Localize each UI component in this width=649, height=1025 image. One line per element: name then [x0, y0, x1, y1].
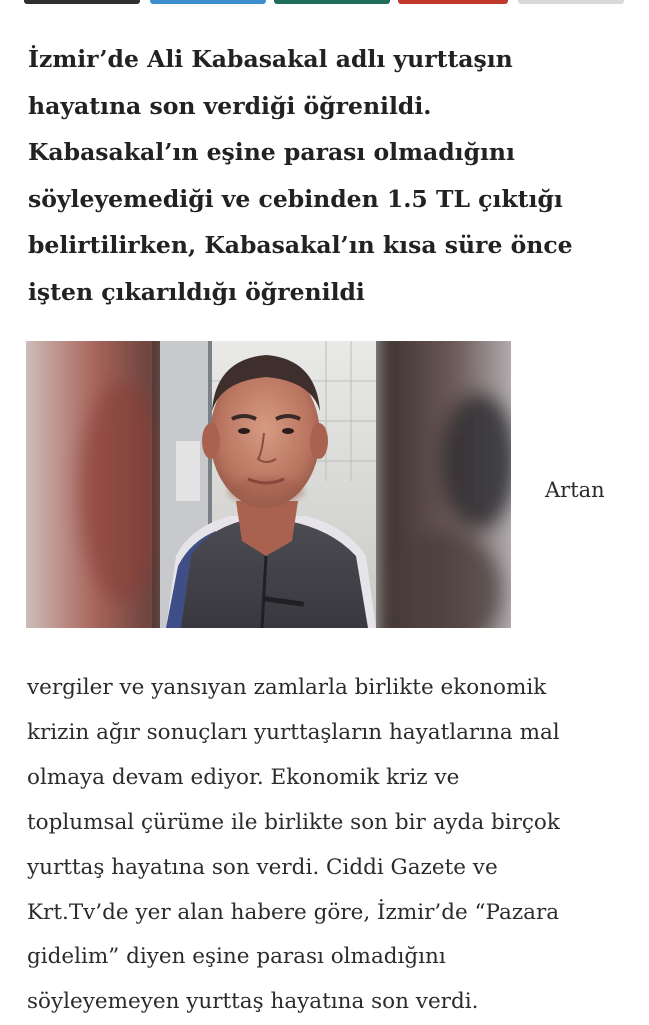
share-bar	[0, 0, 649, 4]
body-line: toplumsal çürüme ile birlikte son bir ayda birçok	[27, 809, 560, 835]
body-line: söyleyemeyen yurttaş hayatına son verdi.	[27, 989, 479, 1015]
body-line: Krt.Tv’de yer alan habere göre, İzmir’de “Pazara	[27, 899, 560, 925]
article-photo	[26, 341, 511, 628]
article-photo-image	[26, 341, 511, 628]
lede-line: Kabasakal’ın eşine parası olmadığını	[28, 138, 515, 166]
lede-line: söyleyemediği ve cebinden 1.5 TL çıktığı	[28, 184, 563, 213]
share-button-3[interactable]	[274, 0, 390, 4]
lede-line: işten çıkarıldığı öğrenildi	[28, 277, 365, 306]
body-line: vergiler ve yansıyan zamlarla birlikte ekonomik	[27, 675, 547, 700]
share-button-1[interactable]	[24, 0, 140, 4]
body-line: yurttaş hayatına son verdi. Ciddi Gazete ve	[27, 854, 498, 880]
article-lede	[28, 36, 628, 315]
lede-line: İzmir’de Ali Kabasakal adlı yurttaşın	[28, 45, 513, 73]
body-line: krizin ağır sonuçları yurttaşların hayatlarına mal	[27, 719, 560, 745]
body-line: gidelim” diyen eşine parası olmadığını	[27, 944, 446, 970]
article-body	[27, 666, 637, 1025]
image-caption-text: Artan	[545, 478, 605, 502]
share-button-4[interactable]	[398, 0, 508, 4]
share-button-2[interactable]	[150, 0, 266, 4]
lede-line: belirtilirken, Kabasakal’ın kısa süre önce	[28, 231, 573, 259]
body-line: olmaya devam ediyor. Ekonomik kriz ve	[27, 764, 460, 790]
lede-line: hayatına son verdiği öğrenildi.	[28, 91, 432, 120]
share-button-5[interactable]	[518, 0, 624, 4]
